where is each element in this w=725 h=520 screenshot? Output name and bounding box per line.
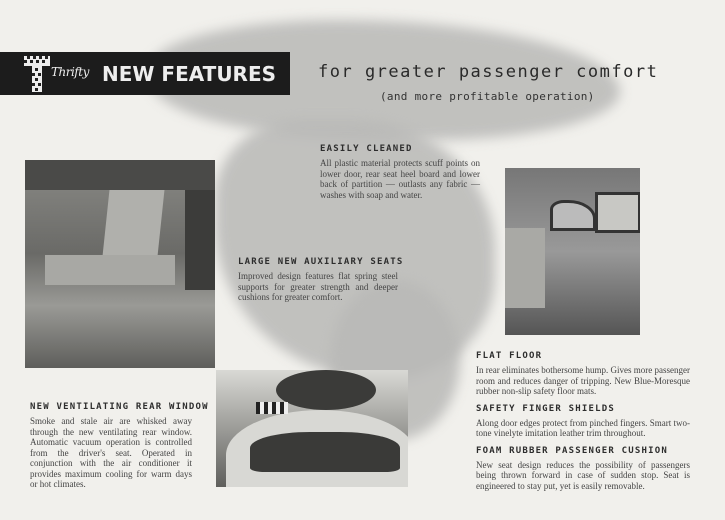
section-body: In rear eliminates bothersome hump. Gives more passenger room and reduces danger of tripping. New Blue-Moresque rubber non-slip safety floor mats. bbox=[476, 365, 690, 396]
banner-title: NEW FEATURES bbox=[102, 62, 277, 86]
section-body: All plastic material protects scuff points on lower door, rear seat heel board and lower back of partition — outlasts any fabric — washes with soap and water. bbox=[320, 158, 480, 200]
auxiliary-seats-photo bbox=[25, 160, 215, 368]
section-title: FOAM RUBBER PASSENGER CUSHION bbox=[476, 445, 668, 456]
thrifty-logo-text: Thrifty bbox=[51, 65, 89, 79]
section-body: Improved design features flat spring steel supports for greater strength and deeper cushions for greater comfort. bbox=[238, 271, 398, 302]
rear-window-section bbox=[30, 402, 209, 497]
section-title: NEW VENTILATING REAR WINDOW bbox=[30, 402, 209, 412]
section-body: New seat design reduces the possibility of passengers being thrown forward in case of sudden stop. Seat is engineered to stay put, yet is easily removable. bbox=[476, 459, 690, 491]
section-body: Along door edges protect from pinched fingers. Smart two-tone vinelyte imitation leather trim throughout. bbox=[476, 417, 690, 438]
rear-window-photo bbox=[216, 370, 408, 487]
subheadline: (and more profitable operation) bbox=[380, 90, 595, 103]
section-body: Smoke and stale air are whisked away through the new ventilating rear window. Automatic vacuum operation is controlled from the driver's seat. Operated in conjunction with the air conditioner it provides maximum cooling for warm days or hot climates. bbox=[30, 416, 192, 489]
section-title: FLAT FLOOR bbox=[476, 351, 543, 361]
easily-cleaned-section bbox=[320, 144, 480, 207]
headline: for greater passenger comfort bbox=[318, 62, 659, 82]
auxiliary-seats-section bbox=[238, 257, 404, 310]
thrifty-checkered-t-logo bbox=[24, 56, 50, 92]
taxi-checker-sign bbox=[256, 402, 288, 414]
section-title: EASILY CLEANED bbox=[320, 144, 413, 154]
section-title: LARGE NEW AUXILIARY SEATS bbox=[238, 257, 404, 267]
flat-floor-photo bbox=[505, 168, 640, 335]
right-feature-column bbox=[476, 351, 690, 498]
section-title: SAFETY FINGER SHIELDS bbox=[476, 403, 615, 414]
